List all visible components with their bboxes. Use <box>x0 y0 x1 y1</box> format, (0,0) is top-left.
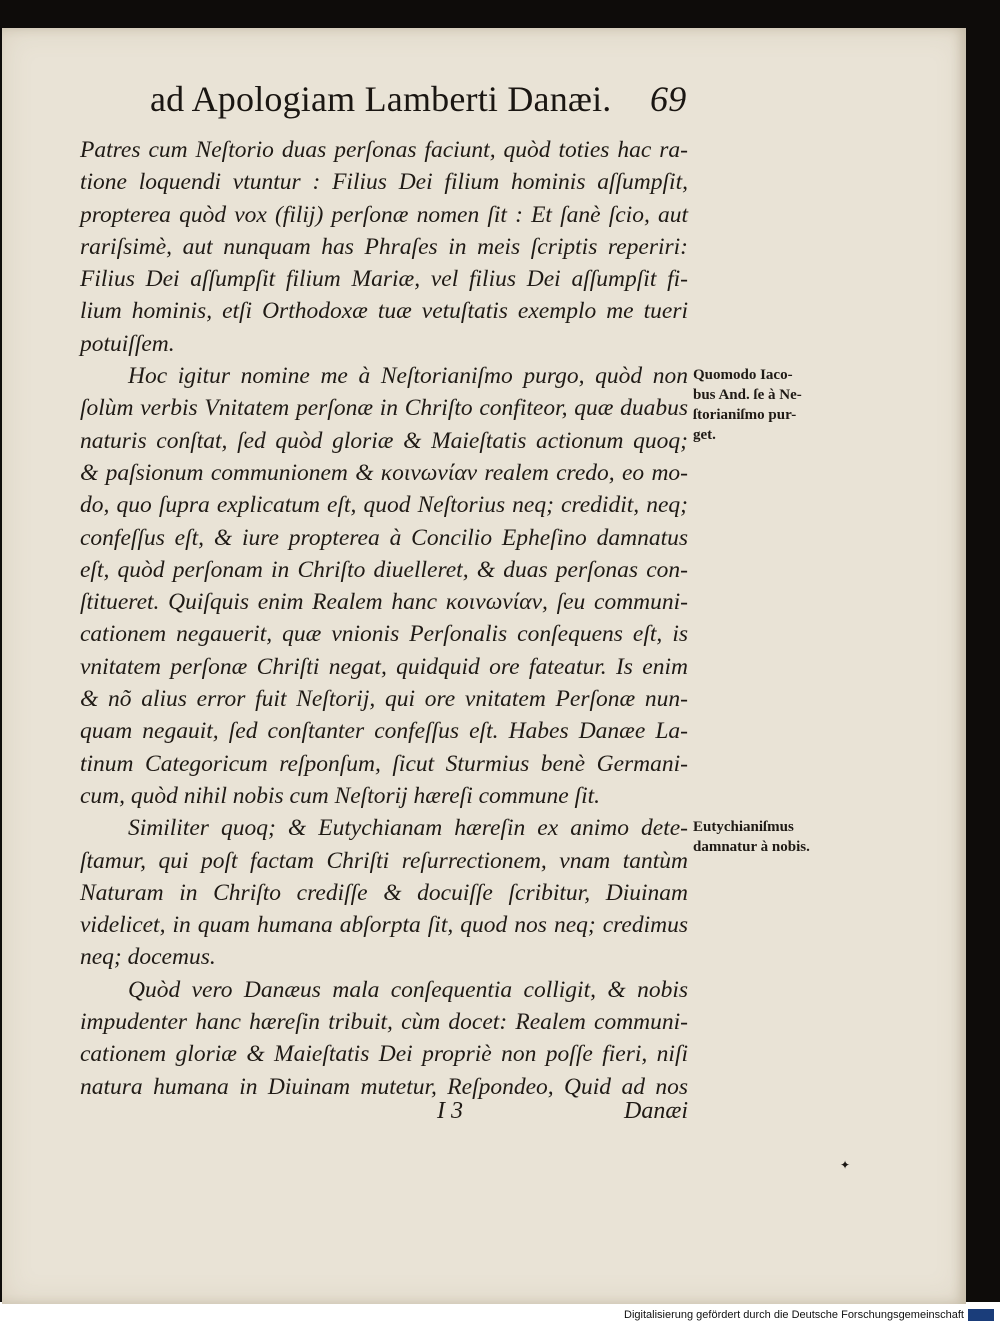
signature-mark: I 3 <box>437 1098 463 1124</box>
text-line: naturis conſtat, ſed quòd gloriæ & Maieſtatis actionum quoq; <box>80 427 688 454</box>
text-line: & paſsionum communionem & κοινωνίαν realem credo, eo mo- <box>80 459 688 486</box>
digitization-credit: Digitalisierung gefördert durch die Deutsche Forschungsgemeinschaft <box>624 1309 964 1321</box>
margin-note-line: Eutychianiſmus <box>693 819 794 835</box>
text-line: propterea quòd vox (filij) perſonæ nomen ſit : Et ſanè ſcio, aut <box>80 201 688 228</box>
header-title: ad Apologiam Lamberti Danæi. <box>150 79 612 119</box>
margin-note-line: damnatur à nobis. <box>693 839 810 855</box>
margin-note-line: ſtorianiſmo pur- <box>693 407 797 423</box>
text-line: Naturam in Chriſto crediſſe & docuiſſe ſcribitur, Diuinam <box>80 879 688 906</box>
text-line: natura humana in Diuinam mutetur, Reſpondeo, Quid ad nos <box>80 1073 688 1100</box>
dfg-logo <box>968 1309 994 1321</box>
margin-note-line: Quomodo Iaco- <box>693 367 793 383</box>
text-line: ſtitueret. Quiſquis enim Realem hanc κοινωνίαν, ſeu communi- <box>80 589 688 616</box>
text-line: quam negauit, ſed conſtanter confeſſus eſt. Habes Danæe La- <box>80 718 688 745</box>
text-line: confeſſus eſt, & iure propterea à Concilio Epheſino damnatus <box>80 524 688 551</box>
text-line: videlicet, in quam humana abſorpta ſit, quod nos neq; credimus <box>80 912 688 939</box>
text-line: eſt, quòd perſonam in Chriſto diuelleret, & duas perſonas con- <box>80 556 688 583</box>
text-line: vnitatem perſonæ Chriſti negat, quidquid ore fateatur. Is enim <box>80 653 688 680</box>
text-line: potuiſſem. <box>80 330 175 357</box>
text-line: ſolùm verbis Vnitatem perſonæ in Chriſto confiteor, quæ duabus <box>80 395 688 422</box>
margin-note-line: get. <box>693 427 716 443</box>
text-line: impudenter hanc hæreſin tribuit, cùm docet: Realem communi- <box>80 1009 688 1036</box>
text-line: cationem negauerit, quæ vnionis Perſonalis conſequens eſt, is <box>80 621 688 648</box>
ink-speck-icon: ✦ <box>840 1158 851 1172</box>
running-header <box>150 78 690 120</box>
text-line: cationem gloriæ & Maieſtatis Dei propriè non poſſe fieri, niſi <box>80 1041 688 1068</box>
text-line: Quòd vero Danæus mala conſequentia colligit, & nobis <box>128 976 688 1003</box>
catchword: Danæi <box>624 1098 689 1124</box>
margin-note-nestorianism <box>693 365 853 445</box>
text-line: do, quo ſupra explicatum eſt, quod Neſtorius neq; credidit, neq; <box>80 492 688 519</box>
text-line: neq; docemus. <box>80 944 216 971</box>
text-line: tione loquendi vtuntur : Filius Dei filium hominis aſſumpſit, <box>80 169 688 196</box>
text-line: & nõ alius error fuit Neſtorij, qui ore vnitatem Perſonæ nun- <box>80 686 688 713</box>
text-line: cum, quòd nihil nobis cum Neſtorij hæreſi commune ſit. <box>80 782 601 809</box>
text-line: rariſsimè, aut nunquam has Phraſes in meis ſcriptis reperiri: <box>80 233 688 260</box>
body-text <box>80 134 688 1103</box>
text-line: Filius Dei aſſumpſit filium Mariæ, vel filius Dei aſſumpſit fi- <box>80 266 688 293</box>
text-line: tinum Categoricum reſponſum, ſicut Sturmius benè Germani- <box>80 750 688 777</box>
margin-note-line: bus And. ſe à Ne- <box>693 387 802 403</box>
text-line: Patres cum Neſtorio duas perſonas faciunt, quòd toties hac ra- <box>80 137 688 163</box>
text-line: ſtamur, qui poſt factam Chriſti reſurrectionem, vnam tantùm <box>80 847 688 874</box>
text-line: Hoc igitur nomine me à Neſtorianiſmo purgo, quòd non <box>128 363 688 390</box>
page-number: 69 <box>650 79 687 119</box>
margin-note-eutychianism <box>693 817 853 857</box>
text-line: lium hominis, etſi Orthodoxæ tuæ vetuſtatis exemplo me tueri <box>80 298 688 325</box>
text-line: Similiter quoq; & Eutychianam hæreſin ex animo dete- <box>128 815 688 842</box>
